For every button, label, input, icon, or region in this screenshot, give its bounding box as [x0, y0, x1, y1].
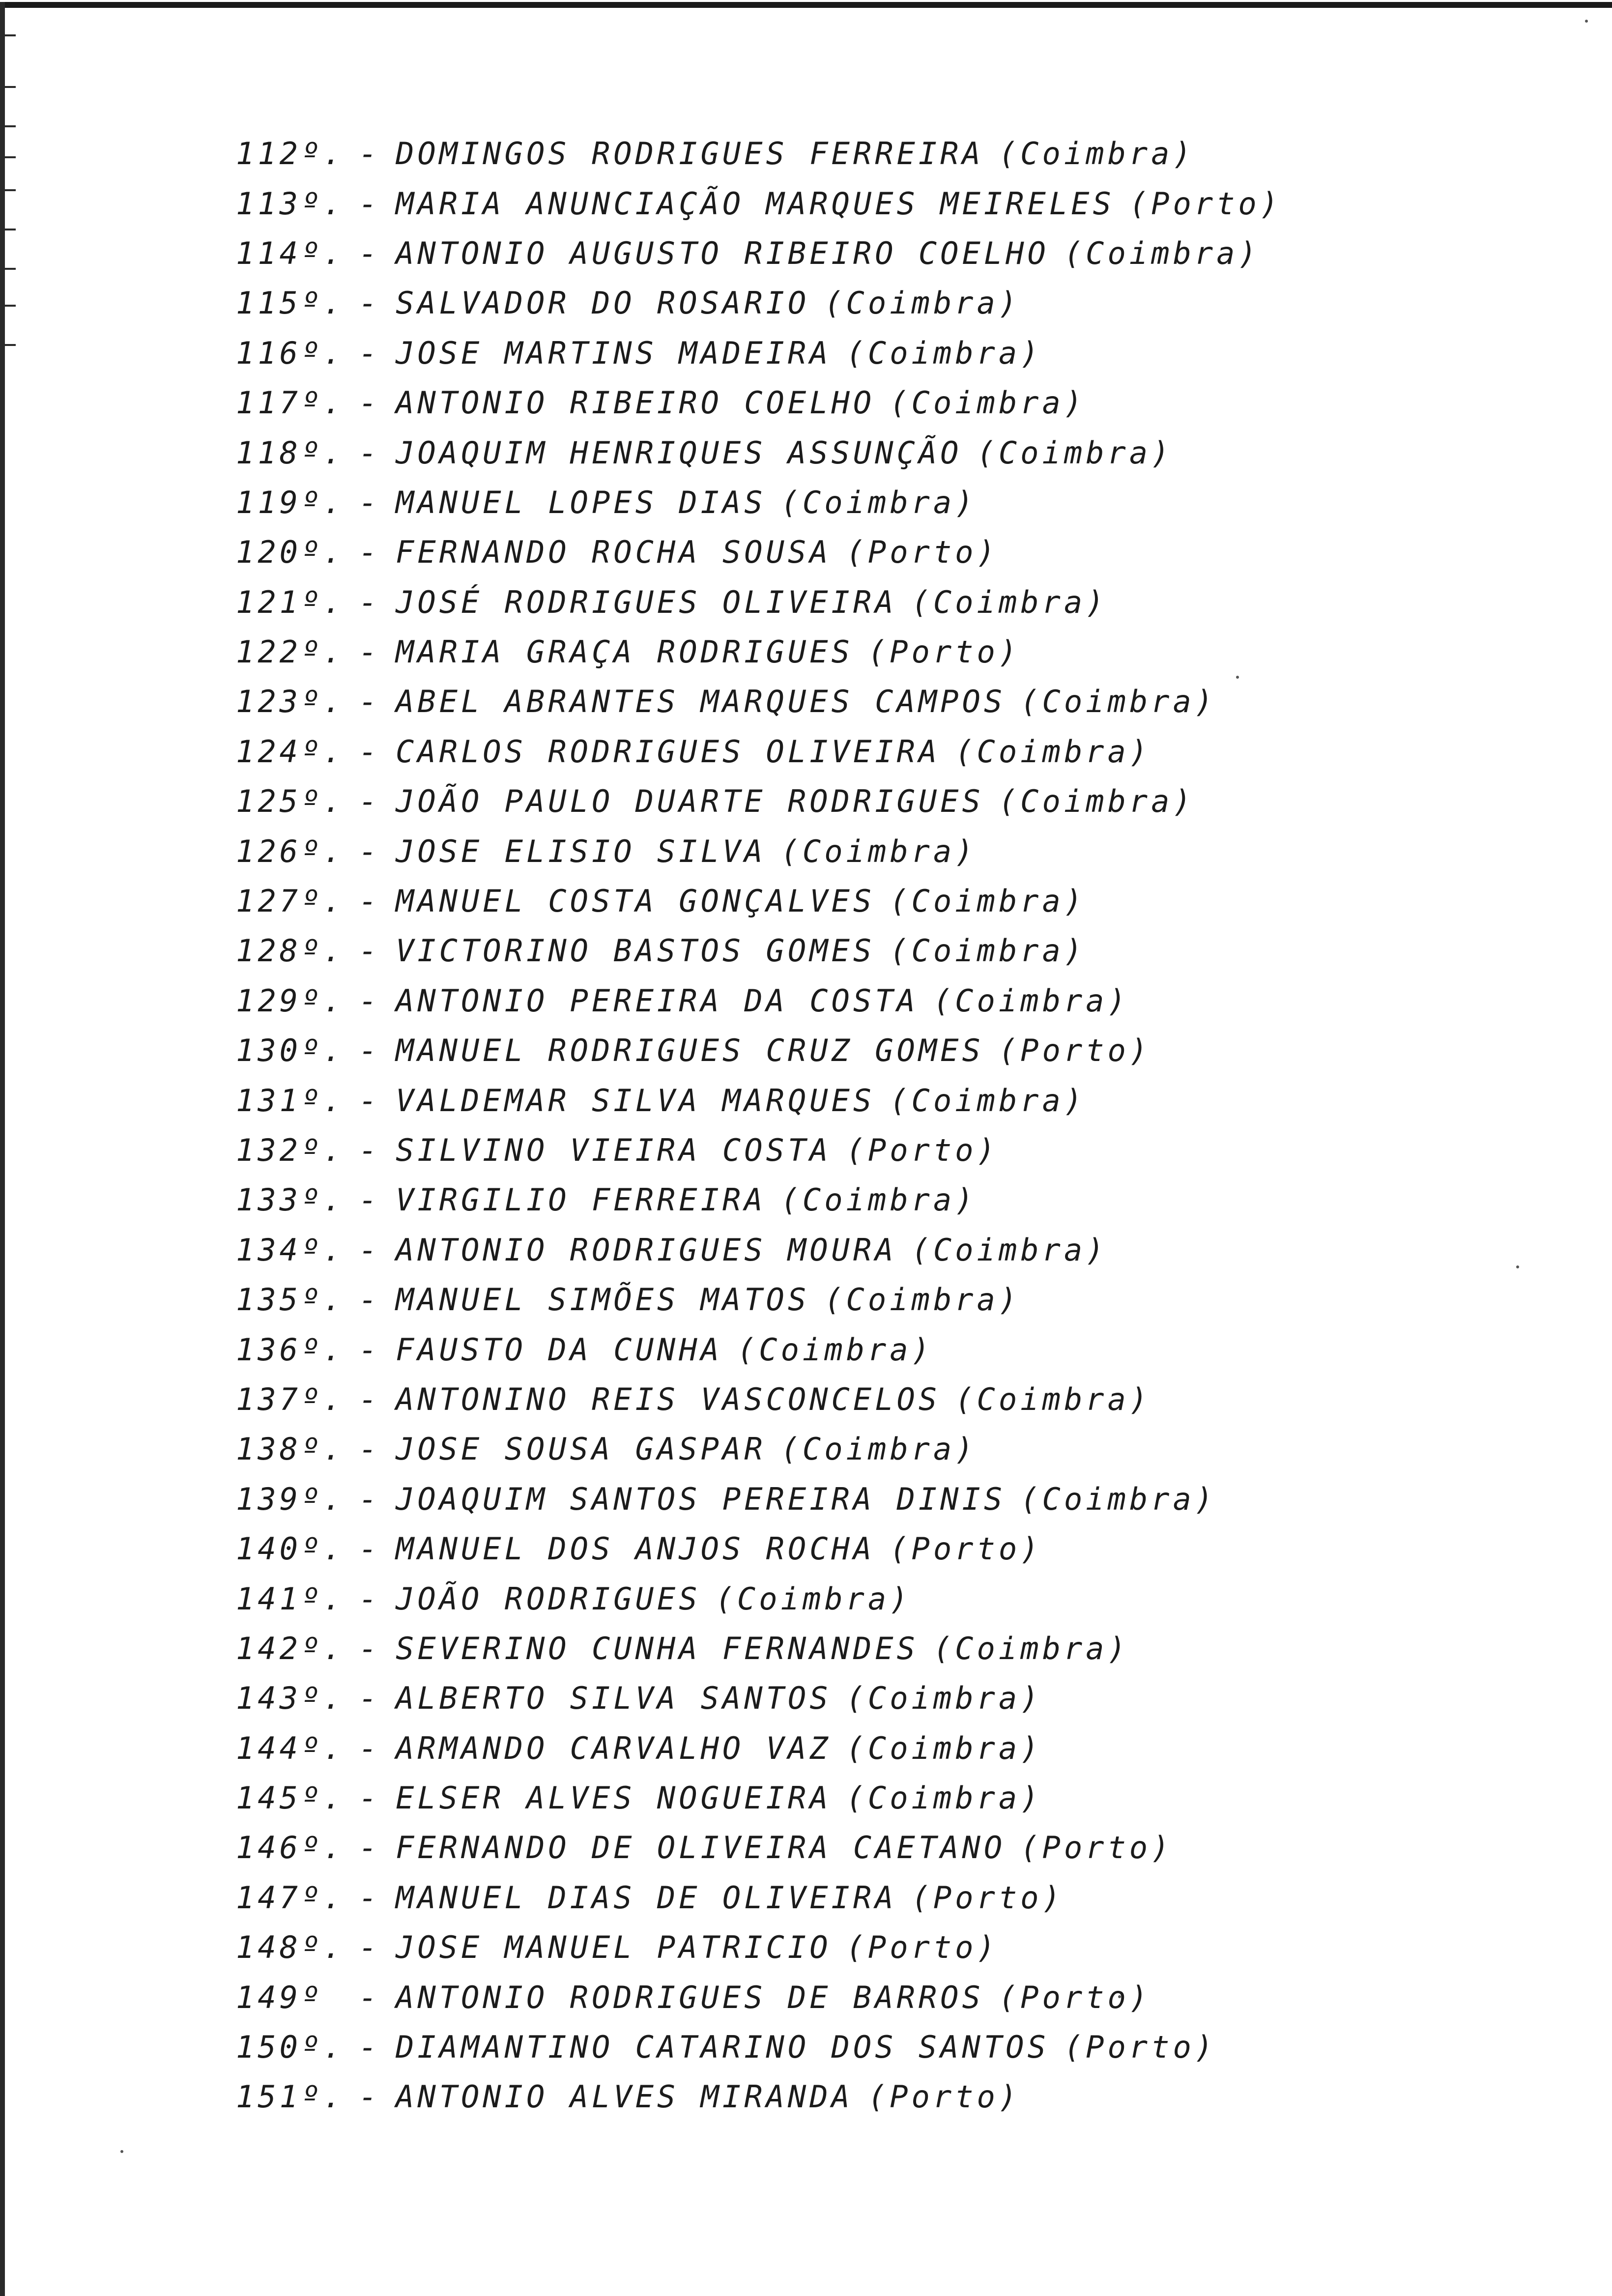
entry-city: (Coimbra)	[1020, 684, 1217, 720]
list-entry	[236, 428, 1538, 477]
entry-number: 147º.	[236, 1879, 345, 1916]
entry-number: 140º.	[236, 1531, 345, 1567]
entry-city: (Porto)	[998, 1033, 1151, 1069]
list-entry	[236, 478, 1538, 527]
entry-name: MANUEL DOS ANJOS ROCHA	[396, 1531, 875, 1567]
entry-number: 137º.	[236, 1381, 345, 1417]
entry-number: 124º.	[236, 733, 345, 770]
list-entry	[236, 1324, 1538, 1374]
list-entry	[236, 378, 1538, 428]
list-entry	[236, 1474, 1538, 1524]
entry-city: (Coimbra)	[911, 1232, 1108, 1268]
entry-number: 146º.	[236, 1830, 345, 1866]
entry-name: JOSE SOUSA GASPAR	[396, 1431, 766, 1467]
entry-number: 149º	[236, 1979, 323, 2015]
entry-name: ANTONIO PEREIRA DA COSTA	[396, 982, 919, 1019]
entry-separator: -	[359, 1182, 381, 1218]
margin-tick	[5, 189, 16, 191]
entry-separator: -	[359, 1481, 381, 1517]
entry-name: SILVINO VIEIRA COSTA	[396, 1132, 832, 1168]
list-entry	[236, 826, 1538, 876]
entry-city: (Coimbra)	[955, 733, 1151, 770]
list-entry	[236, 776, 1538, 826]
member-list	[236, 129, 1538, 2122]
entry-separator: -	[359, 1780, 381, 1816]
entry-name: ANTONIO RIBEIRO COELHO	[396, 385, 875, 421]
entry-city: (Coimbra)	[890, 385, 1086, 421]
entry-city: (Coimbra)	[890, 933, 1086, 969]
entry-city: (Coimbra)	[933, 982, 1129, 1019]
entry-number: 119º.	[236, 484, 345, 520]
list-entry	[236, 976, 1538, 1026]
entry-separator: -	[359, 733, 381, 770]
entry-name: FAUSTO DA CUNHA	[396, 1331, 722, 1368]
scan-speck	[120, 2150, 123, 2153]
entry-city: (Porto)	[846, 1929, 999, 1966]
entry-separator: -	[359, 1580, 381, 1617]
entry-separator: -	[359, 783, 381, 820]
entry-name: JOÃO RODRIGUES	[396, 1580, 701, 1617]
entry-separator: -	[359, 1431, 381, 1467]
list-entry	[236, 926, 1538, 976]
list-entry	[236, 1026, 1538, 1075]
entry-city: (Porto)	[1129, 185, 1282, 222]
entry-city: (Coimbra)	[890, 883, 1086, 919]
list-entry	[236, 1773, 1538, 1823]
list-entry	[236, 1673, 1538, 1723]
entry-city: (Coimbra)	[890, 1082, 1086, 1119]
entry-city: (Coimbra)	[977, 434, 1173, 471]
entry-city: (Porto)	[1020, 1830, 1173, 1866]
entry-city: (Coimbra)	[737, 1331, 933, 1368]
entry-name: JOSE MANUEL PATRICIO	[396, 1929, 832, 1966]
entry-separator: -	[359, 1879, 381, 1916]
entry-number: 135º.	[236, 1282, 345, 1318]
entry-separator: -	[359, 1331, 381, 1368]
entry-name: ABEL ABRANTES MARQUES CAMPOS	[396, 684, 1006, 720]
entry-city: (Porto)	[998, 1979, 1151, 2015]
entry-number: 138º.	[236, 1431, 345, 1467]
list-entry	[236, 577, 1538, 627]
entry-city: (Porto)	[911, 1879, 1064, 1916]
entry-separator: -	[359, 534, 381, 571]
entry-separator: -	[359, 235, 381, 271]
entry-name: MANUEL RODRIGUES CRUZ GOMES	[396, 1033, 984, 1069]
entry-city: (Coimbra)	[998, 136, 1195, 172]
scan-left-border	[0, 2, 5, 2296]
entry-name: VIRGILIO FERREIRA	[396, 1182, 766, 1218]
entry-separator: -	[359, 1082, 381, 1119]
entry-number: 123º.	[236, 684, 345, 720]
entry-name: FERNANDO ROCHA SOUSA	[396, 534, 832, 571]
entry-name: MANUEL LOPES DIAS	[396, 484, 766, 520]
entry-name: FERNANDO DE OLIVEIRA CAETANO	[396, 1830, 1006, 1866]
list-entry	[236, 129, 1538, 178]
list-entry	[236, 2022, 1538, 2072]
entry-number: 151º.	[236, 2079, 345, 2115]
entry-city: (Porto)	[846, 1132, 999, 1168]
entry-number: 125º.	[236, 783, 345, 820]
entry-city: (Coimbra)	[824, 285, 1021, 321]
list-entry	[236, 328, 1538, 378]
entry-separator: -	[359, 484, 381, 520]
entry-name: VALDEMAR SILVA MARQUES	[396, 1082, 875, 1119]
entry-name: JOSE MARTINS MADEIRA	[396, 335, 832, 371]
list-entry	[236, 677, 1538, 726]
entry-name: JOÃO PAULO DUARTE RODRIGUES	[396, 783, 984, 820]
entry-number: 132º.	[236, 1132, 345, 1168]
list-entry	[236, 1075, 1538, 1125]
entry-name: ANTONIO ALVES MIRANDA	[396, 2079, 853, 2115]
list-entry	[236, 1574, 1538, 1623]
entry-city: (Coimbra)	[846, 1780, 1042, 1816]
entry-number: 122º.	[236, 634, 345, 670]
entry-name: ALBERTO SILVA SANTOS	[396, 1680, 832, 1717]
list-entry	[236, 1225, 1538, 1275]
entry-city: (Coimbra)	[780, 1182, 977, 1218]
entry-separator: -	[359, 1381, 381, 1417]
entry-number: 120º.	[236, 534, 345, 571]
entry-separator: -	[359, 933, 381, 969]
entry-name: JOSE ELISIO SILVA	[396, 833, 766, 869]
entry-number: 145º.	[236, 1780, 345, 1816]
scan-top-border	[0, 2, 1612, 8]
list-entry	[236, 1923, 1538, 1972]
entry-name: MARIA ANUNCIAÇÃO MARQUES MEIRELES	[396, 185, 1115, 222]
entry-number: 117º.	[236, 385, 345, 421]
list-entry	[236, 527, 1538, 577]
entry-separator: -	[359, 1132, 381, 1168]
entry-number: 118º.	[236, 434, 345, 471]
entry-separator: -	[359, 883, 381, 919]
entry-name: JOSÉ RODRIGUES OLIVEIRA	[396, 584, 897, 620]
entry-name: ANTONIO RODRIGUES DE BARROS	[396, 1979, 984, 2015]
list-entry	[236, 627, 1538, 677]
entry-number: 115º.	[236, 285, 345, 321]
entry-number: 139º.	[236, 1481, 345, 1517]
list-entry	[236, 178, 1538, 228]
entry-city: (Coimbra)	[911, 584, 1108, 620]
entry-city: (Coimbra)	[1020, 1481, 1217, 1517]
entry-separator: -	[359, 1630, 381, 1666]
entry-separator: -	[359, 833, 381, 869]
margin-tick	[5, 86, 16, 88]
entry-city: (Coimbra)	[955, 1381, 1151, 1417]
entry-city: (Coimbra)	[780, 833, 977, 869]
entry-city: (Coimbra)	[933, 1630, 1129, 1666]
entry-separator: -	[359, 185, 381, 222]
entry-separator: -	[359, 335, 381, 371]
entry-separator: -	[359, 684, 381, 720]
entry-number: 148º.	[236, 1929, 345, 1966]
entry-separator: -	[359, 285, 381, 321]
list-entry	[236, 229, 1538, 278]
entry-number: 144º.	[236, 1730, 345, 1766]
entry-number: 134º.	[236, 1232, 345, 1268]
entry-name: CARLOS RODRIGUES OLIVEIRA	[396, 733, 941, 770]
margin-tick	[5, 125, 16, 127]
list-entry	[236, 1375, 1538, 1424]
entry-city: (Porto)	[890, 1531, 1042, 1567]
entry-city: (Coimbra)	[780, 484, 977, 520]
entry-separator: -	[359, 1282, 381, 1318]
entry-city: (Coimbra)	[780, 1431, 977, 1467]
list-entry	[236, 727, 1538, 776]
entry-separator: -	[359, 1979, 381, 2015]
list-entry	[236, 876, 1538, 926]
entry-separator: -	[359, 1680, 381, 1717]
entry-separator: -	[359, 1033, 381, 1069]
list-entry	[236, 1175, 1538, 1225]
entry-number: 128º.	[236, 933, 345, 969]
entry-number: 133º.	[236, 1182, 345, 1218]
entry-separator: -	[359, 1232, 381, 1268]
entry-number: 113º.	[236, 185, 345, 222]
list-entry	[236, 1972, 1538, 2022]
entry-number: 142º.	[236, 1630, 345, 1666]
margin-tick	[5, 34, 16, 36]
entry-name: MANUEL SIMÕES MATOS	[396, 1282, 810, 1318]
entry-number: 143º.	[236, 1680, 345, 1717]
entry-city: (Porto)	[867, 634, 1021, 670]
entry-separator: -	[359, 982, 381, 1019]
entry-number: 116º.	[236, 335, 345, 371]
margin-tick	[5, 229, 16, 230]
entry-number: 126º.	[236, 833, 345, 869]
margin-tick	[5, 305, 16, 307]
list-entry	[236, 1275, 1538, 1324]
margin-tick	[5, 156, 16, 158]
entry-city: (Coimbra)	[715, 1580, 912, 1617]
list-entry	[236, 278, 1538, 328]
entry-name: MARIA GRAÇA RODRIGUES	[396, 634, 853, 670]
entry-separator: -	[359, 1830, 381, 1866]
list-entry	[236, 1424, 1538, 1474]
list-entry	[236, 1624, 1538, 1673]
entry-separator: -	[359, 2079, 381, 2115]
entry-number: 127º.	[236, 883, 345, 919]
entry-number: 121º.	[236, 584, 345, 620]
entry-name: ANTONIO RODRIGUES MOURA	[396, 1232, 897, 1268]
entry-name: SALVADOR DO ROSARIO	[396, 285, 810, 321]
entry-separator: -	[359, 136, 381, 172]
entry-name: JOAQUIM SANTOS PEREIRA DINIS	[396, 1481, 1006, 1517]
list-entry	[236, 1873, 1538, 1923]
list-entry	[236, 1823, 1538, 1872]
entry-number: 114º.	[236, 235, 345, 271]
entry-separator: -	[359, 634, 381, 670]
entry-separator: -	[359, 584, 381, 620]
entry-number: 136º.	[236, 1331, 345, 1368]
list-entry	[236, 1524, 1538, 1574]
entry-separator: -	[359, 385, 381, 421]
entry-number: 130º.	[236, 1033, 345, 1069]
entry-city: (Porto)	[867, 2079, 1021, 2115]
list-entry	[236, 1125, 1538, 1175]
entry-city: (Coimbra)	[846, 335, 1042, 371]
entry-city: (Coimbra)	[1064, 235, 1260, 271]
entry-separator: -	[359, 434, 381, 471]
list-entry	[236, 1723, 1538, 1773]
entry-number: 112º.	[236, 136, 345, 172]
entry-name: ARMANDO CARVALHO VAZ	[396, 1730, 832, 1766]
entry-name: MANUEL DIAS DE OLIVEIRA	[396, 1879, 897, 1916]
entry-separator: -	[359, 1730, 381, 1766]
entry-city: (Porto)	[846, 534, 999, 571]
entry-name: MANUEL COSTA GONÇALVES	[396, 883, 875, 919]
entry-number: 150º.	[236, 2029, 345, 2066]
entry-name: ANTONINO REIS VASCONCELOS	[396, 1381, 941, 1417]
entry-city: (Porto)	[1064, 2029, 1217, 2066]
margin-tick	[5, 344, 16, 346]
entry-name: JOAQUIM HENRIQUES ASSUNÇÃO	[396, 434, 962, 471]
entry-name: DOMINGOS RODRIGUES FERREIRA	[396, 136, 984, 172]
entry-city: (Coimbra)	[824, 1282, 1021, 1318]
entry-city: (Coimbra)	[846, 1680, 1042, 1717]
entry-number: 131º.	[236, 1082, 345, 1119]
entry-city: (Coimbra)	[998, 783, 1195, 820]
entry-number: 141º.	[236, 1580, 345, 1617]
entry-separator: -	[359, 2029, 381, 2066]
margin-tick	[5, 268, 16, 270]
entry-name: SEVERINO CUNHA FERNANDES	[396, 1630, 919, 1666]
entry-name: DIAMANTINO CATARINO DOS SANTOS	[396, 2029, 1049, 2066]
entry-separator: -	[359, 1531, 381, 1567]
entry-name: VICTORINO BASTOS GOMES	[396, 933, 875, 969]
entry-name: ELSER ALVES NOGUEIRA	[396, 1780, 832, 1816]
entry-separator: -	[359, 1929, 381, 1966]
entry-city: (Coimbra)	[846, 1730, 1042, 1766]
entry-name: ANTONIO AUGUSTO RIBEIRO COELHO	[396, 235, 1049, 271]
entry-number: 129º.	[236, 982, 345, 1019]
list-entry	[236, 2072, 1538, 2122]
scan-speck	[1585, 20, 1588, 23]
